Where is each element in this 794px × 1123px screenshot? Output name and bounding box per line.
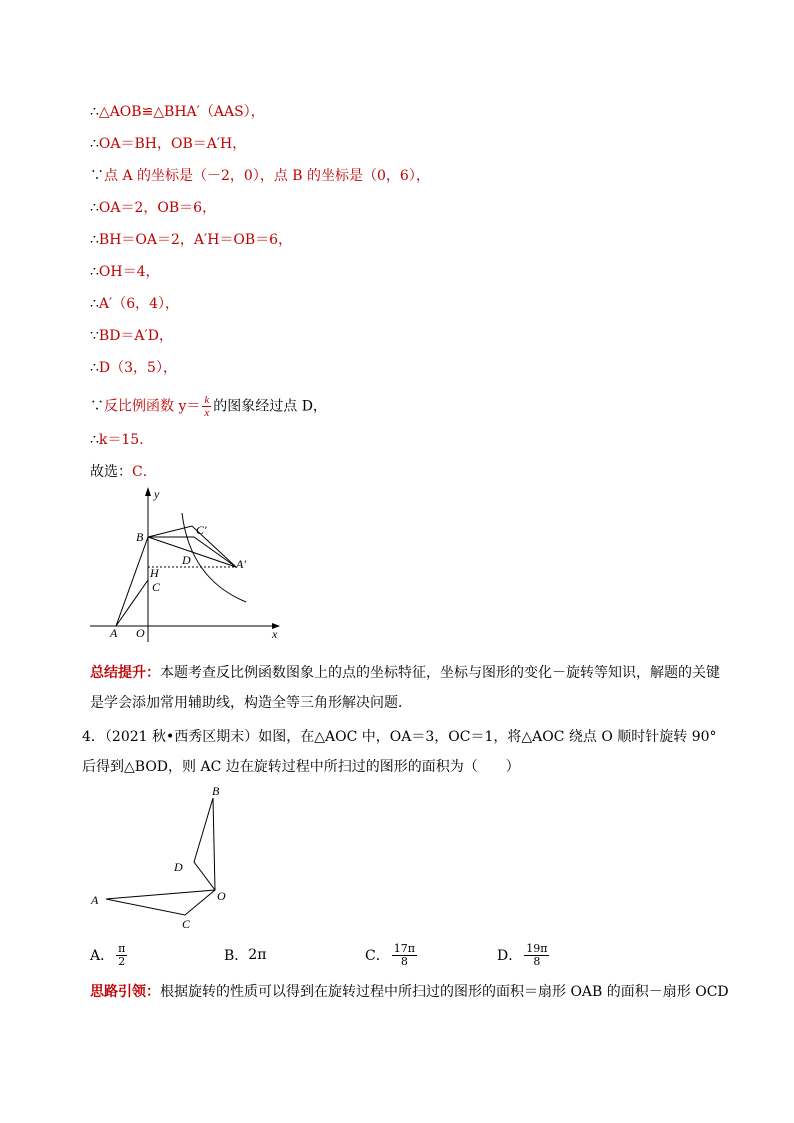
summary-label: 总结提升： — [90, 665, 160, 681]
coordinate-figure — [88, 484, 288, 644]
fraction-denominator: 2 — [118, 954, 126, 968]
because-symbol: ∵ — [90, 398, 104, 415]
summary-paragraph — [90, 658, 730, 718]
solution-line — [90, 134, 246, 154]
option-fraction — [524, 943, 549, 968]
logic-symbol: ∵ — [90, 328, 99, 344]
fraction-numerator: k — [204, 394, 210, 406]
label-x: x — [272, 627, 278, 641]
answer-options — [90, 938, 730, 972]
label-A: A — [91, 893, 99, 907]
solution-text: OA＝BH，OB＝A′H， — [98, 136, 247, 152]
option-a[interactable] — [90, 938, 129, 972]
label-O: O — [136, 626, 145, 640]
rotation-figure — [88, 782, 248, 934]
k-value-line — [90, 430, 153, 450]
hint-label: 思路引领： — [90, 984, 160, 1000]
therefore-symbol: ∴ — [90, 432, 99, 448]
solution-text: BD＝A′D， — [98, 328, 173, 344]
label-C: C — [152, 580, 161, 594]
logic-symbol: ∴ — [90, 360, 99, 376]
label-A: A — [110, 626, 118, 640]
label-D: D — [174, 860, 183, 874]
question-number: 4． — [82, 729, 105, 745]
solution-text: A′（6，4）， — [98, 296, 180, 312]
inverse-function-tail: 的图象经过点 D， — [213, 398, 327, 415]
answer-line — [90, 462, 157, 482]
label-B: B — [136, 530, 144, 544]
option-letter: A． — [90, 948, 115, 964]
solution-text: △AOB≌△BHA′（AAS）， — [98, 104, 265, 120]
logic-symbol: ∴ — [90, 104, 99, 120]
label-C: C — [182, 917, 191, 931]
solution-text: D（3，5）， — [98, 360, 177, 376]
answer-value: C． — [132, 464, 157, 480]
label-O: O — [217, 889, 226, 903]
option-value: 2π — [248, 947, 267, 963]
option-fraction — [116, 943, 127, 968]
question-source: （2021 秋•西秀区期末） — [104, 729, 259, 745]
solution-line — [90, 262, 160, 282]
label-B: B — [212, 784, 220, 798]
label-D: D — [182, 553, 191, 567]
solution-text: OH＝4， — [98, 264, 160, 280]
label-A-prime: A′ — [236, 557, 246, 571]
k-over-x-fraction — [202, 394, 211, 419]
fraction-denominator: 8 — [533, 954, 541, 968]
hint-line — [90, 982, 729, 1002]
solution-text: 点 A 的坐标是（－2，0），点 B 的坐标是（0，6）， — [104, 168, 430, 184]
hint-text: 根据旋转的性质可以得到在旋转过程中所扫过的图形的面积＝扇形 OAB 的面积－扇形 OCD — [160, 984, 729, 1000]
option-c[interactable] — [365, 938, 419, 972]
logic-symbol: ∴ — [90, 136, 99, 152]
label-H: H — [150, 566, 159, 580]
solution-line — [90, 326, 173, 346]
option-d[interactable] — [497, 938, 551, 972]
option-letter: B． — [224, 948, 249, 964]
logic-symbol: ∴ — [90, 264, 99, 280]
label-C-prime: C′ — [196, 523, 207, 537]
summary-text: 本题考查反比例函数图象上的点的坐标特征，坐标与图形的变化－旋转等知识，解题的关键是学会添加常用辅助线，构造全等三角形解决问题． — [90, 665, 720, 711]
option-letter: C． — [365, 948, 390, 964]
logic-symbol: ∴ — [90, 296, 99, 312]
fraction-numerator: 19π — [526, 941, 548, 955]
option-b[interactable] — [224, 938, 266, 972]
solution-line — [90, 166, 430, 186]
option-letter: D． — [497, 948, 523, 964]
solution-line — [90, 230, 292, 250]
solution-text: BH＝OA＝2，A′H＝OB＝6， — [98, 232, 293, 248]
solution-line — [90, 198, 216, 218]
k-value-text: k＝15． — [98, 432, 154, 448]
fraction-denominator: x — [204, 407, 210, 419]
inverse-function-line — [90, 394, 327, 419]
logic-symbol: ∴ — [90, 200, 99, 216]
logic-symbol: ∵ — [90, 168, 104, 184]
fraction-denominator: 8 — [400, 954, 408, 968]
option-fraction — [392, 943, 417, 968]
fraction-numerator: π — [118, 941, 126, 955]
answer-label: 故选： — [90, 464, 132, 480]
logic-symbol: ∴ — [90, 232, 99, 248]
question-text: 如图，在△AOC 中，OA＝3，OC＝1，将△AOC 绕点 O 顺时针旋转 90°后得到△BOD，则 AC 边在旋转过程中所扫过的图形的面积为（ ） — [82, 729, 717, 775]
inverse-function-text: 反比例函数 y＝ — [104, 398, 201, 415]
solution-line — [90, 102, 265, 122]
solution-line — [90, 358, 177, 378]
question-4 — [82, 722, 730, 782]
solution-line — [90, 294, 179, 314]
solution-text: OA＝2，OB＝6， — [98, 200, 217, 216]
fraction-numerator: 17π — [393, 941, 415, 955]
label-y: y — [154, 487, 160, 501]
